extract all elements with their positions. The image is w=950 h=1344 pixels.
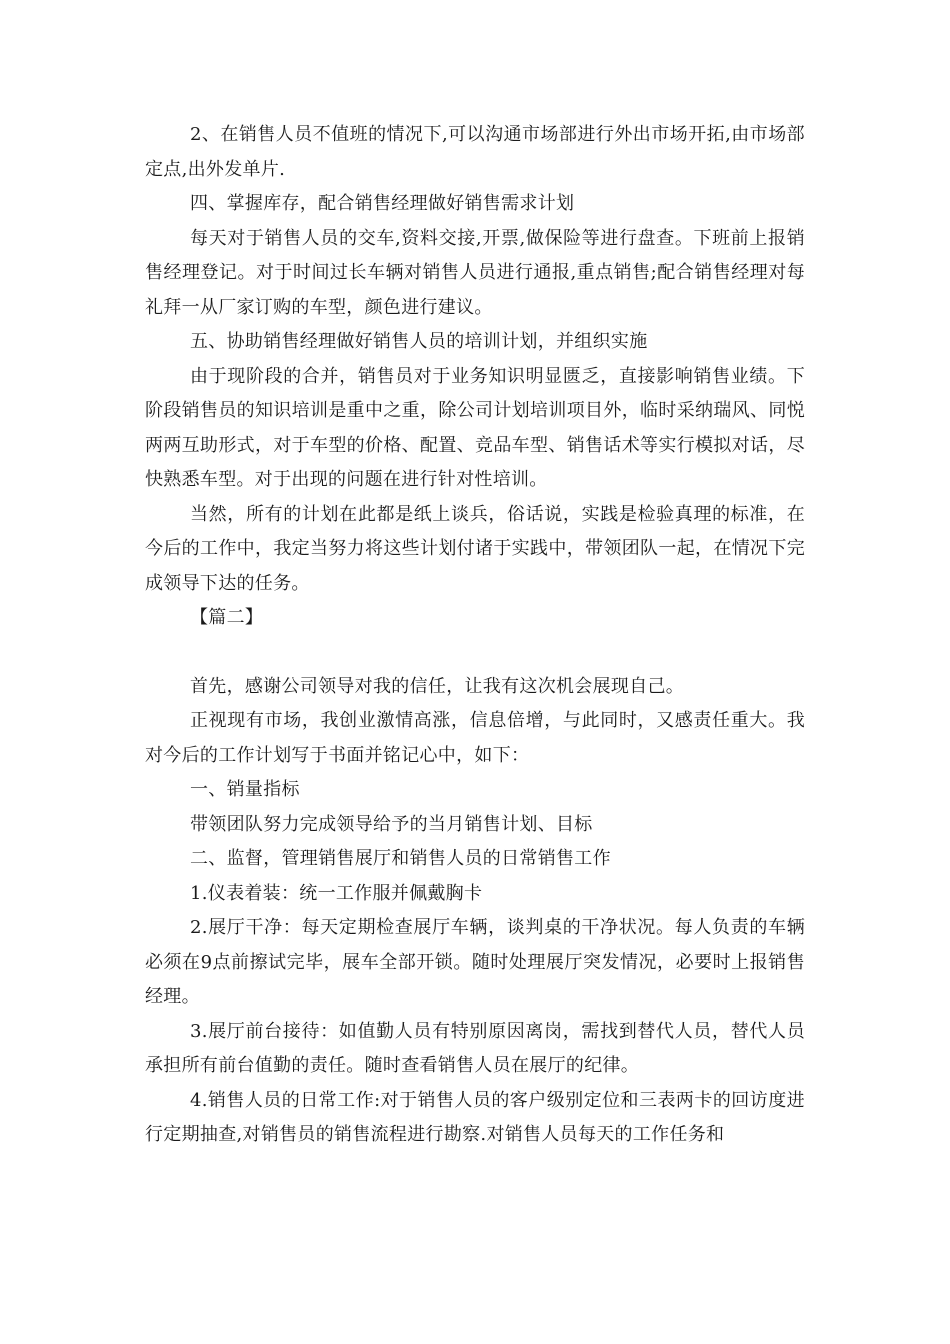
item-2: 2.展厅干净：每天定期检查展厅车辆，谈判桌的干净状况。每人负责的车辆必须在9点前擦试完毕，展车全部开锁。随时处理展厅突发情况，必要时上报销售经理。 bbox=[145, 917, 805, 1007]
paragraph-2: 每天对于销售人员的交车,资料交接,开票,做保险等进行盘查。下班前上报销售经理登记。对于时间过长车辆对销售人员进行通报,重点销售;配合销售经理对每礼拜一从厂家订购的车型，颜色进行建议。 bbox=[145, 227, 805, 318]
heading-supervision: 二、监督，管理销售展厅和销售人员的日常销售工作 bbox=[190, 848, 611, 869]
paragraph-3: 由于现阶段的合并，销售员对于业务知识明显匮乏，直接影响销售业绩。下阶段销售员的知识培训是重中之重，除公司计划培训项目外，临时采纳瑞风、同悦两两互助形式，对于车型的价格、配置、竞品车型、销售话术等实行模拟对话，尽快熟悉车型。对于出现的问题在进行针对性培训。 bbox=[145, 365, 805, 490]
paragraph-5: 首先，感谢公司领导对我的信任，让我有这次机会展现自己。 bbox=[190, 675, 685, 697]
item-3: 3.展厅前台接待：如值勤人员有特别原因离岗，需找到替代人员，替代人员承担所有前台值勤的责任。随时查看销售人员在展厅的纪律。 bbox=[145, 1020, 805, 1076]
heading-section-5: 五、协助销售经理做好销售人员的培训计划，并组织实施 bbox=[190, 331, 648, 352]
item-4: 4.销售人员的日常工作:对于销售人员的客户级别定位和三表两卡的回访度进行定期抽查,对销售员的销售流程进行勘察.对销售人员每天的工作任务和 bbox=[145, 1089, 805, 1145]
section-title: 【篇二】 bbox=[190, 607, 264, 628]
spacer bbox=[145, 636, 805, 670]
paragraph-1: 2、在销售人员不值班的情况下,可以沟通市场部进行外出市场开拓,由市场部定点,出外发单片. bbox=[145, 124, 805, 180]
paragraph-7: 带领团队努力完成领导给予的当月销售计划、目标 bbox=[190, 813, 593, 835]
heading-section-4: 四、掌握库存，配合销售经理做好销售需求计划 bbox=[190, 193, 575, 214]
item-1: 1.仪表着装：统一工作服并佩戴胸卡 bbox=[190, 882, 483, 904]
document-page bbox=[145, 118, 805, 1153]
paragraph-4: 当然，所有的计划在此都是纸上谈兵，俗话说，实践是检验真理的标准，在今后的工作中，我定当努力将这些计划付诸于实践中，带领团队一起，在情况下完成领导下达的任务。 bbox=[145, 503, 805, 594]
paragraph-6: 正视现有市场，我创业激情高涨，信息倍增，与此同时，又感责任重大。我对今后的工作计划写于书面并铭记心中，如下： bbox=[145, 710, 805, 766]
heading-sales-target: 一、销量指标 bbox=[190, 779, 300, 800]
